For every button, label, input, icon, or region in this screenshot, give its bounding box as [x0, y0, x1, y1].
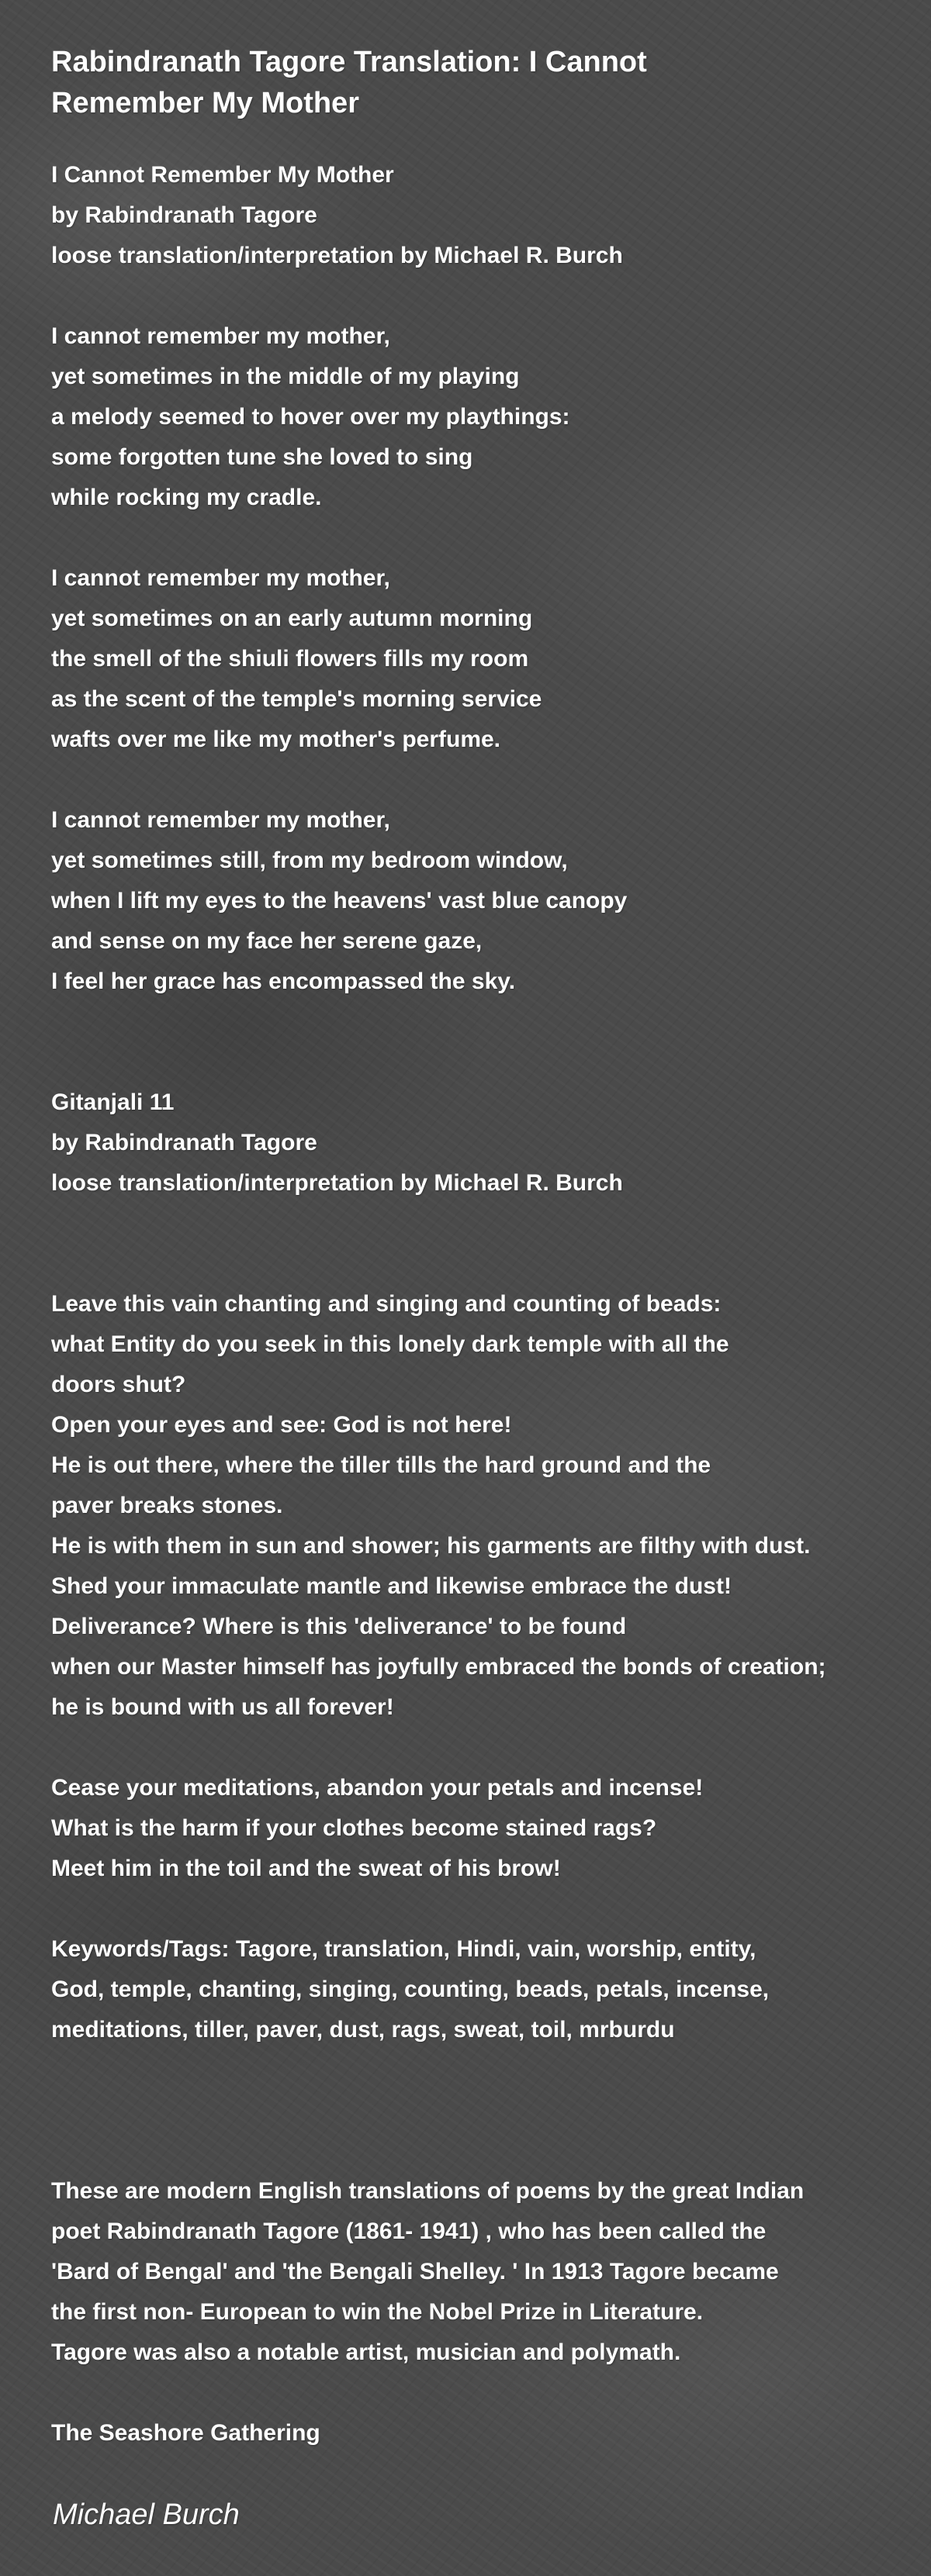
poem-content — [51, 42, 889, 2453]
poem-title: Rabindranath Tagore Translation: I Cannot Remember My Mother — [51, 46, 647, 119]
poem-body: I Cannot Remember My Mother by Rabindranath Tagore loose translation/interpretation by Michael R. Burch I cannot remember my mother, yet sometimes in the middle of my playing a melody seemed to hover over my playthings: some forgotten tune she loved to sing while rocking my cradle. I cannot remember my mother, yet sometimes on an early autumn morning the smell of the shiuli flowers fills my room as the scent of the temple's morning service wafts over me like my mother's perfume. I cannot remember my mother, yet sometimes still, from my bedroom window, when I lift my eyes to the heavens' vast blue canopy and sense on my face her serene gaze, I feel her grace has encompassed the sky. Gitanjali 11 by Rabindranath Tagore loose translation/interpretation by Michael R. Burch Leave this vain chanting and singing and counting of beads: what Entity do you seek in this lonely dark temple with all the doors shut? Open your eyes and see: God is not here! He is out there, where the tiller tills the hard ground and the paver breaks stones. He is with them in sun and shower; his garments are filthy with dust. Shed your immaculate mantle and likewise embrace the dust! Deliverance? Where is this 'deliverance' to be found when our Master himself has joyfully embraced the bonds of creation; he is bound with us all forever! Cease your meditations, abandon your petals and incense! What is the harm if your clothes become stained rags? Meet him in the toil and the sweat of his brow! Keywords/Tags: Tagore, translation, Hindi, vain, worship, entity, God, temple, chanting, singing, counting, beads, petals, incense, meditations, tiller, paver, dust, rags, sweat, toil, mrburdu These are modern English translations of poems by the great Indian poet Rabindranath Tagore (1861- 1941) , who has been called the 'Bard of Bengal' and 'the Bengali Shelley. ' In 1913 Tagore became the first non- European to win the Nobel Prize in Literature. Tagore was also a notable artist, musician and polymath. The Seashore Gathering — [51, 162, 826, 2446]
author-signature: Michael Burch — [53, 2498, 240, 2531]
